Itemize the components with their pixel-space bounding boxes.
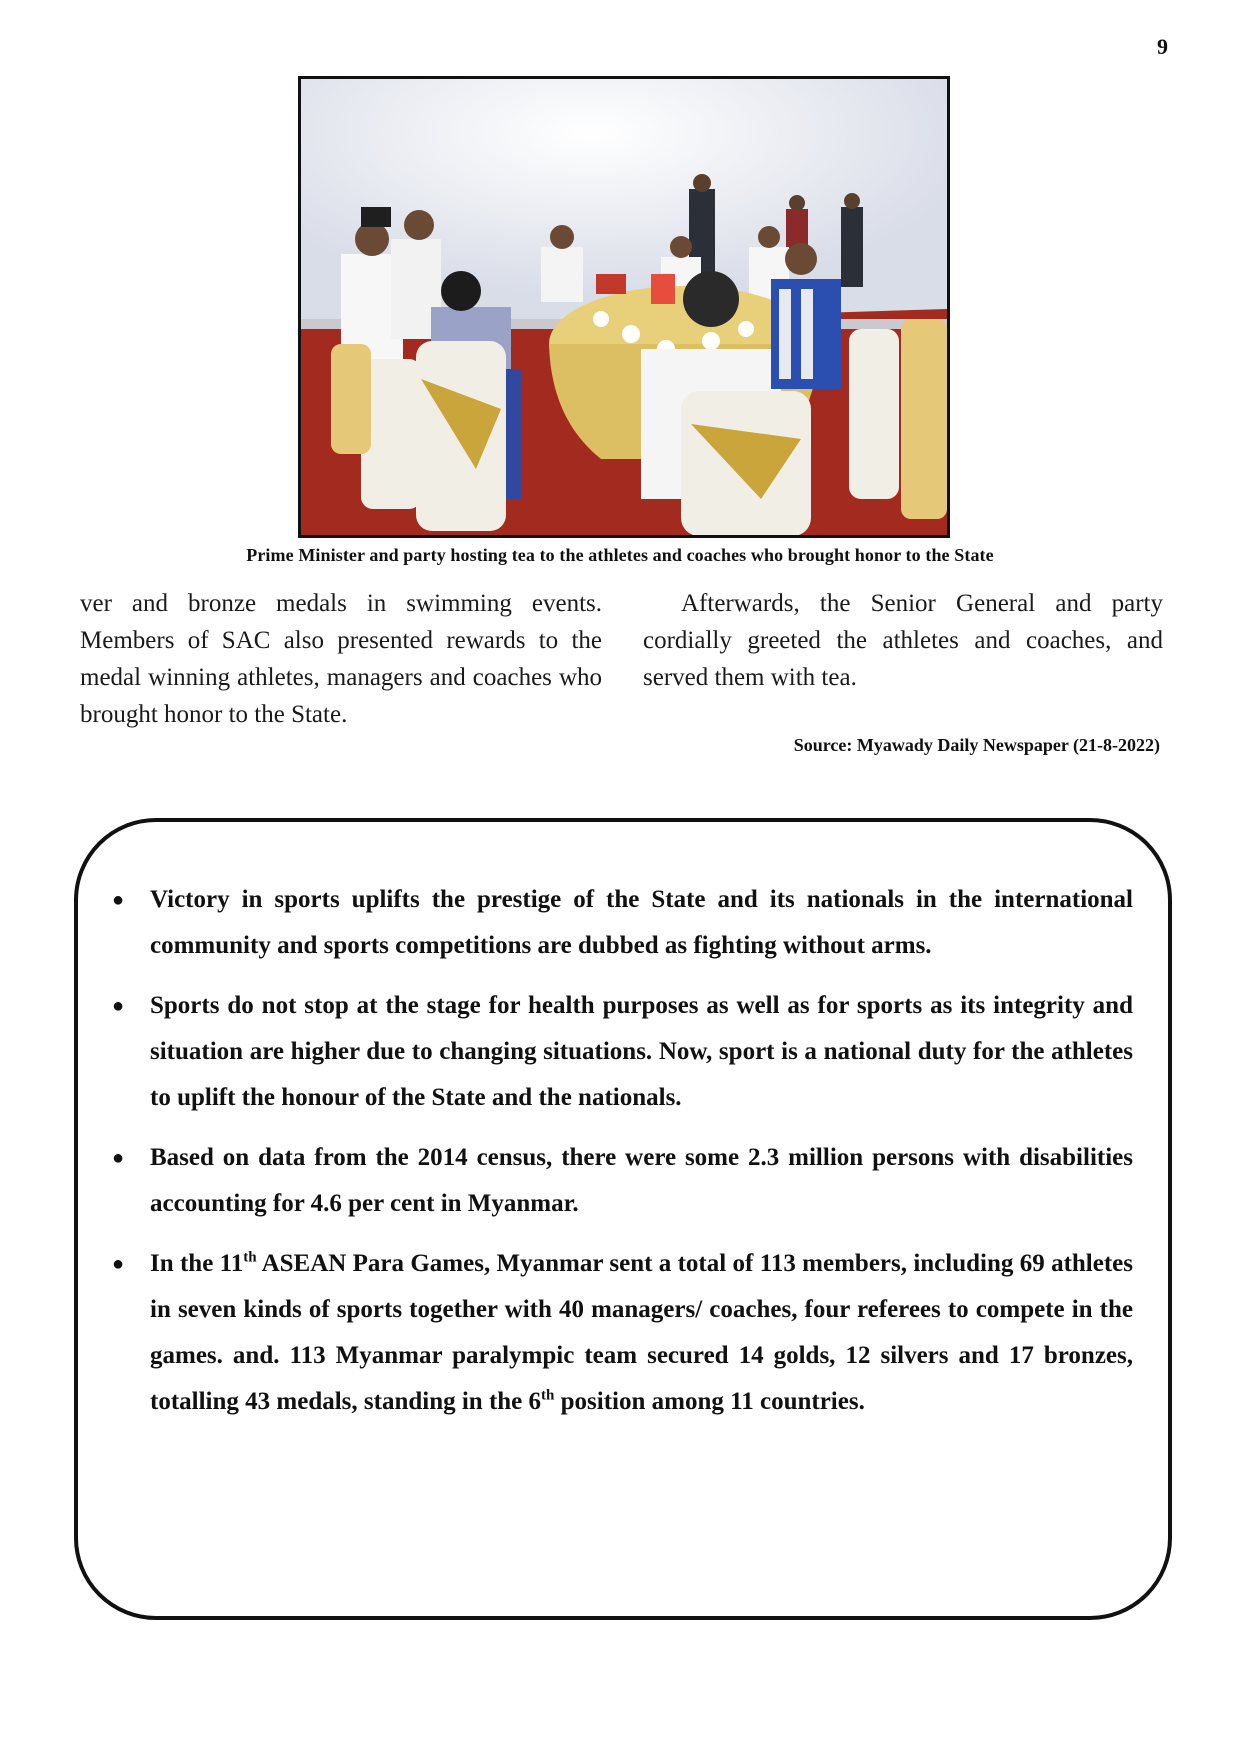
list-item: [112, 1241, 1133, 1425]
article-column-right: [643, 585, 1163, 696]
key-facts-list: [112, 877, 1133, 1439]
ordinal-superscript: th: [243, 1249, 257, 1266]
article-column-left: [80, 585, 602, 733]
text-segment: position among 11 countries.: [554, 1388, 865, 1415]
bullet-icon: ●: [112, 1253, 125, 1275]
bullet-icon: ●: [112, 889, 125, 911]
photo-caption: Prime Minister and party hosting tea to the athletes and coaches who brought honor to the State: [246, 545, 994, 565]
text-segment: In the 11: [150, 1250, 244, 1277]
article-paragraph: Afterwards, the Senior General and party cordially greeted the athletes and coaches, and served them with tea.: [643, 590, 1163, 691]
page-number: 9: [1157, 34, 1168, 59]
ordinal-superscript: th: [541, 1387, 555, 1404]
list-item: [112, 1135, 1133, 1227]
text-segment: ASEAN Para Games, Myanmar sent a total of 113 members, including 69 athletes in seven kinds of sports together with 40 managers/ coaches, four referees to compete in the games. and. 113 Myanmar paralympic team secured 14 golds, 12 silvers and 17 bronzes, totalling 43 medals, standing in the 6: [150, 1250, 1133, 1415]
article-paragraph: ver and bronze medals in swimming events. Members of SAC also presented rewards to the medal winning athletes, managers and coaches who brought honor to the State.: [80, 590, 602, 728]
list-item-text: Based on data from the 2014 census, there were some 2.3 million persons with disabilities accounting for 4.6 per cent in Myanmar.: [150, 1144, 1133, 1217]
banquet-photo: [298, 76, 950, 538]
list-item: [112, 983, 1133, 1121]
list-item: [112, 877, 1133, 969]
source-citation: Source: Myawady Daily Newspaper (21-8-2022): [793, 735, 1160, 755]
bullet-icon: ●: [112, 1147, 125, 1169]
list-item-text: [150, 1250, 1133, 1415]
banquet-photo-icon: [301, 79, 947, 535]
list-item-text: Victory in sports uplifts the prestige of the State and its nationals in the international community and sports competitions are dubbed as fighting without arms.: [150, 886, 1133, 959]
bullet-icon: ●: [112, 995, 125, 1017]
list-item-text: Sports do not stop at the stage for health purposes as well as for sports as its integrity and situation are higher due to changing situations. Now, sport is a national duty for the athletes to uplift the honour of the State and the nationals.: [150, 992, 1133, 1111]
